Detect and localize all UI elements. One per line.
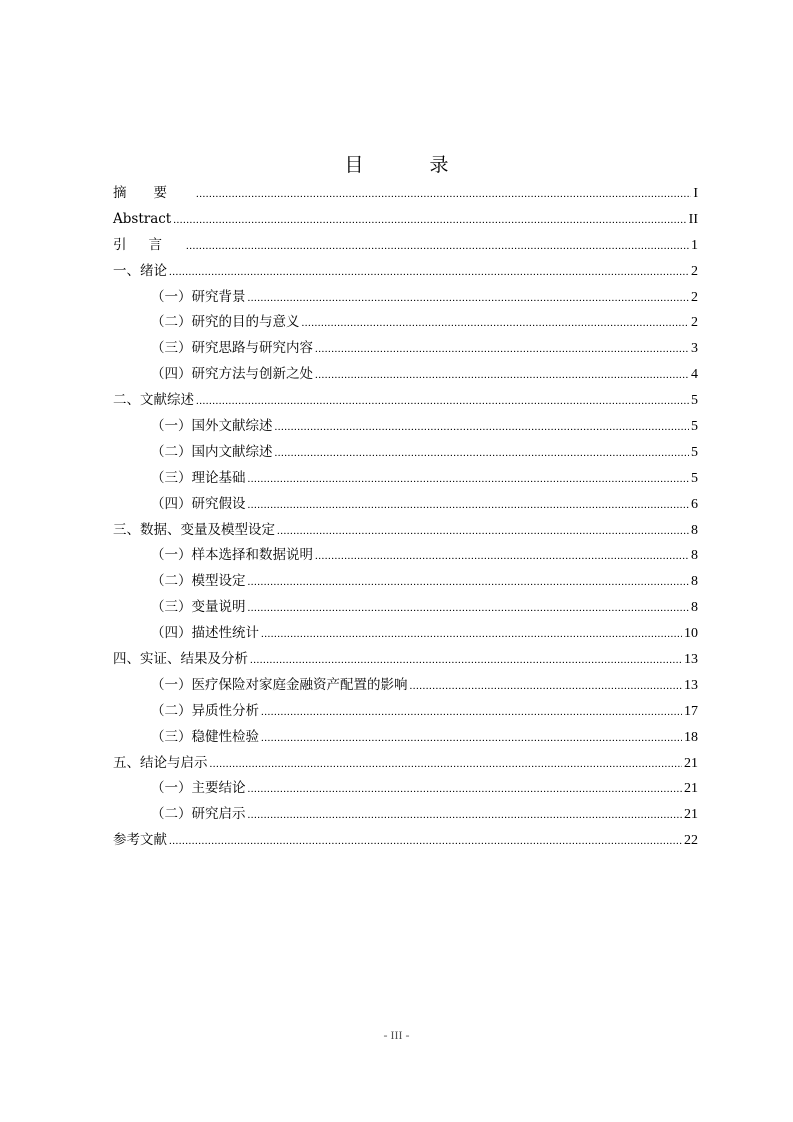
toc-dot-leader <box>275 441 690 467</box>
toc-entry-page-number: 5 <box>691 419 698 435</box>
toc-dot-leader <box>302 311 690 337</box>
toc-dot-leader <box>248 803 683 829</box>
toc-entry-label: （一）研究背景 <box>151 288 246 305</box>
toc-entry[interactable] <box>113 647 698 673</box>
toc-entry[interactable] <box>113 595 698 621</box>
toc-entry[interactable] <box>113 776 698 802</box>
toc-entry-label: 四、实证、结果及分析 <box>113 651 248 668</box>
toc-entry[interactable] <box>113 621 698 647</box>
toc-entry-page-number: 22 <box>684 833 698 849</box>
toc-entry[interactable] <box>113 336 698 362</box>
toc-entry-label: 引言 <box>113 236 184 253</box>
toc-entry-page-number: 6 <box>691 496 698 512</box>
table-of-contents <box>113 181 698 854</box>
toc-dot-leader <box>261 622 682 648</box>
toc-entry[interactable] <box>113 285 698 311</box>
toc-entry[interactable] <box>113 414 698 440</box>
toc-entry-label: （一）医疗保险对家庭金融资产配置的影响 <box>151 676 408 693</box>
toc-dot-leader <box>261 726 682 752</box>
toc-entry-page-number: 13 <box>684 652 698 668</box>
toc-entry-label: （二）国内文献综述 <box>151 443 273 460</box>
toc-dot-leader <box>275 415 690 441</box>
toc-dot-leader <box>248 777 683 803</box>
toc-entry-label: （三）理论基础 <box>151 469 246 486</box>
toc-entry[interactable] <box>113 543 698 569</box>
toc-entry-label: （一）国外文献综述 <box>151 418 273 435</box>
page-title: 目 录 <box>344 154 479 176</box>
toc-entry[interactable] <box>113 440 698 466</box>
toc-dot-leader <box>248 570 690 596</box>
toc-entry-page-number: 8 <box>691 548 698 564</box>
toc-entry-label: 摘要 <box>113 185 194 201</box>
page-footer: - III - <box>383 1028 410 1042</box>
toc-entry[interactable] <box>113 518 698 544</box>
toc-dot-leader <box>248 493 690 519</box>
toc-entry-page-number: 17 <box>684 703 698 719</box>
toc-entry-page-number: 5 <box>691 393 698 409</box>
toc-entry[interactable] <box>113 388 698 414</box>
toc-entry-label: （四）研究方法与创新之处 <box>151 366 313 383</box>
toc-entry-page-number: 8 <box>691 522 698 538</box>
toc-entry[interactable] <box>113 673 698 699</box>
toc-dot-leader <box>196 182 691 208</box>
toc-entry-page-number: 8 <box>691 600 698 616</box>
toc-entry-page-number: II <box>688 211 698 227</box>
toc-entry-label: Abstract <box>113 210 172 227</box>
toc-entry-page-number: 5 <box>691 444 698 460</box>
toc-entry[interactable] <box>113 492 698 518</box>
toc-dot-leader <box>186 234 689 260</box>
toc-entry[interactable] <box>113 207 698 233</box>
toc-dot-leader <box>315 544 689 570</box>
toc-dot-leader <box>250 648 682 674</box>
toc-entry-label: （四）研究假设 <box>151 495 246 512</box>
toc-entry-page-number: 13 <box>684 677 698 693</box>
toc-entry[interactable] <box>113 699 698 725</box>
toc-entry-label: （二）研究的目的与意义 <box>151 314 300 331</box>
toc-entry-page-number: 5 <box>691 470 698 486</box>
toc-entry-page-number: 1 <box>691 237 698 253</box>
toc-entry-label: （三）研究思路与研究内容 <box>151 340 313 357</box>
toc-entry[interactable] <box>113 828 698 854</box>
toc-dot-leader <box>277 519 689 545</box>
toc-entry-page-number: 8 <box>691 574 698 590</box>
toc-entry[interactable] <box>113 725 698 751</box>
toc-entry-label: （二）模型设定 <box>151 573 246 590</box>
toc-entry-label: （三）稳健性检验 <box>151 728 259 745</box>
toc-entry[interactable] <box>113 181 698 207</box>
toc-entry[interactable] <box>113 466 698 492</box>
toc-entry-label: （一）样本选择和数据说明 <box>151 547 313 564</box>
toc-dot-leader <box>169 260 689 286</box>
toc-dot-leader <box>261 700 682 726</box>
toc-entry-label: 五、结论与启示 <box>113 754 208 771</box>
toc-entry-label: 参考文献 <box>113 832 167 849</box>
toc-entry-page-number: 21 <box>684 755 698 771</box>
toc-dot-leader <box>248 467 690 493</box>
toc-entry[interactable] <box>113 751 698 777</box>
toc-entry-page-number: 21 <box>684 807 698 823</box>
toc-dot-leader <box>169 829 682 855</box>
toc-entry-page-number: 3 <box>691 341 698 357</box>
toc-dot-leader <box>315 363 689 389</box>
toc-entry-label: 一、绪论 <box>113 262 167 279</box>
toc-entry-label: （二）异质性分析 <box>151 702 259 719</box>
toc-dot-leader <box>196 389 689 415</box>
toc-entry-label: （四）描述性统计 <box>151 625 259 642</box>
toc-dot-leader <box>315 337 689 363</box>
toc-entry-label: 二、文献综述 <box>113 392 194 409</box>
toc-entry-page-number: 2 <box>691 315 698 331</box>
toc-dot-leader <box>410 674 683 700</box>
toc-entry-page-number: 18 <box>684 729 698 745</box>
toc-entry-label: （二）研究启示 <box>151 806 246 823</box>
toc-entry-page-number: 10 <box>684 626 698 642</box>
toc-entry[interactable] <box>113 802 698 828</box>
toc-entry-page-number: 21 <box>684 781 698 797</box>
toc-entry-page-number: 2 <box>691 289 698 305</box>
toc-entry[interactable] <box>113 310 698 336</box>
toc-dot-leader <box>173 208 686 234</box>
toc-entry[interactable] <box>113 259 698 285</box>
toc-dot-leader <box>210 752 683 778</box>
toc-entry-label: 三、数据、变量及模型设定 <box>113 521 275 538</box>
toc-entry-page-number: 4 <box>691 367 698 383</box>
toc-entry-label: （一）主要结论 <box>151 780 246 797</box>
toc-entry[interactable] <box>113 362 698 388</box>
toc-dot-leader <box>248 596 690 622</box>
toc-entry-page-number: 2 <box>691 263 698 279</box>
toc-dot-leader <box>248 286 690 312</box>
toc-entry-page-number: I <box>693 186 698 201</box>
toc-entry-label: （三）变量说明 <box>151 599 246 616</box>
toc-entry[interactable] <box>113 569 698 595</box>
toc-entry[interactable] <box>113 233 698 259</box>
